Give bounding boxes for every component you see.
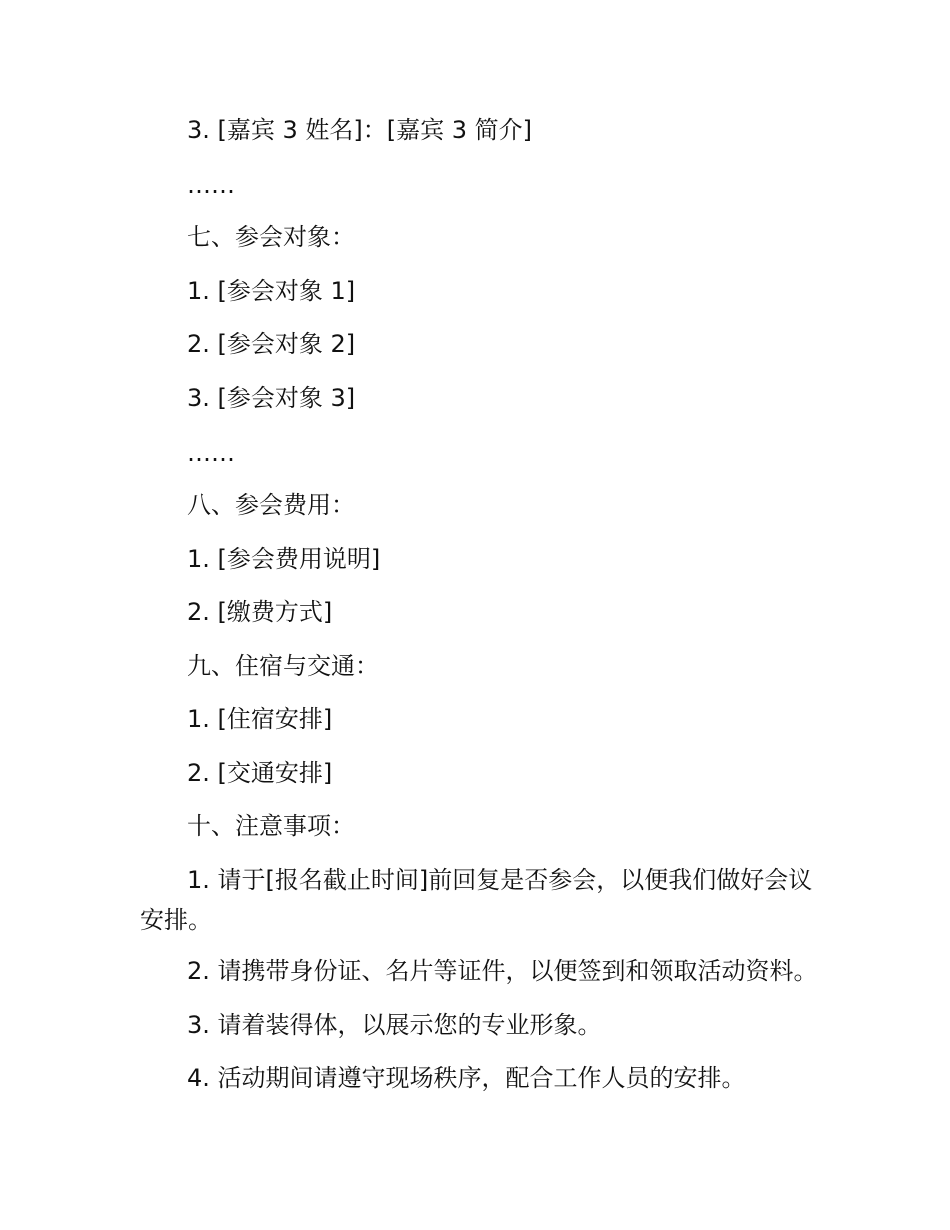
ellipsis-2: ……: [187, 439, 235, 467]
section-10-heading: 十、注意事项：: [187, 812, 355, 840]
section-8-heading: 八、参会费用：: [187, 491, 355, 519]
notice-item-1: 1. 请于[报名截止时间]前回复是否参会，以便我们做好会议安排。: [140, 866, 813, 934]
attendee-item-3: 3. [参会对象 3]: [187, 384, 356, 412]
lodging-item-2: 2. [交通安排]: [187, 759, 333, 787]
fee-item-2: 2. [缴费方式]: [187, 598, 333, 626]
ellipsis-1: ……: [187, 171, 235, 199]
notice-item-3: 3. 请着装得体，以展示您的专业形象。: [187, 1011, 602, 1039]
notice-item-4: 4. 活动期间请遵守现场秩序，配合工作人员的安排。: [187, 1064, 746, 1092]
attendee-item-1: 1. [参会对象 1]: [187, 277, 356, 305]
notice-item-2: 2. 请携带身份证、名片等证件，以便签到和领取活动资料。: [187, 957, 818, 985]
section-7-heading: 七、参会对象：: [187, 223, 355, 251]
attendee-item-2: 2. [参会对象 2]: [187, 330, 356, 358]
section-9-heading: 九、住宿与交通：: [187, 652, 379, 680]
lodging-item-1: 1. [住宿安排]: [187, 705, 333, 733]
guest-3-line: 3. [嘉宾 3 姓名]：[嘉宾 3 简介]: [187, 116, 533, 144]
fee-item-1: 1. [参会费用说明]: [187, 545, 381, 573]
